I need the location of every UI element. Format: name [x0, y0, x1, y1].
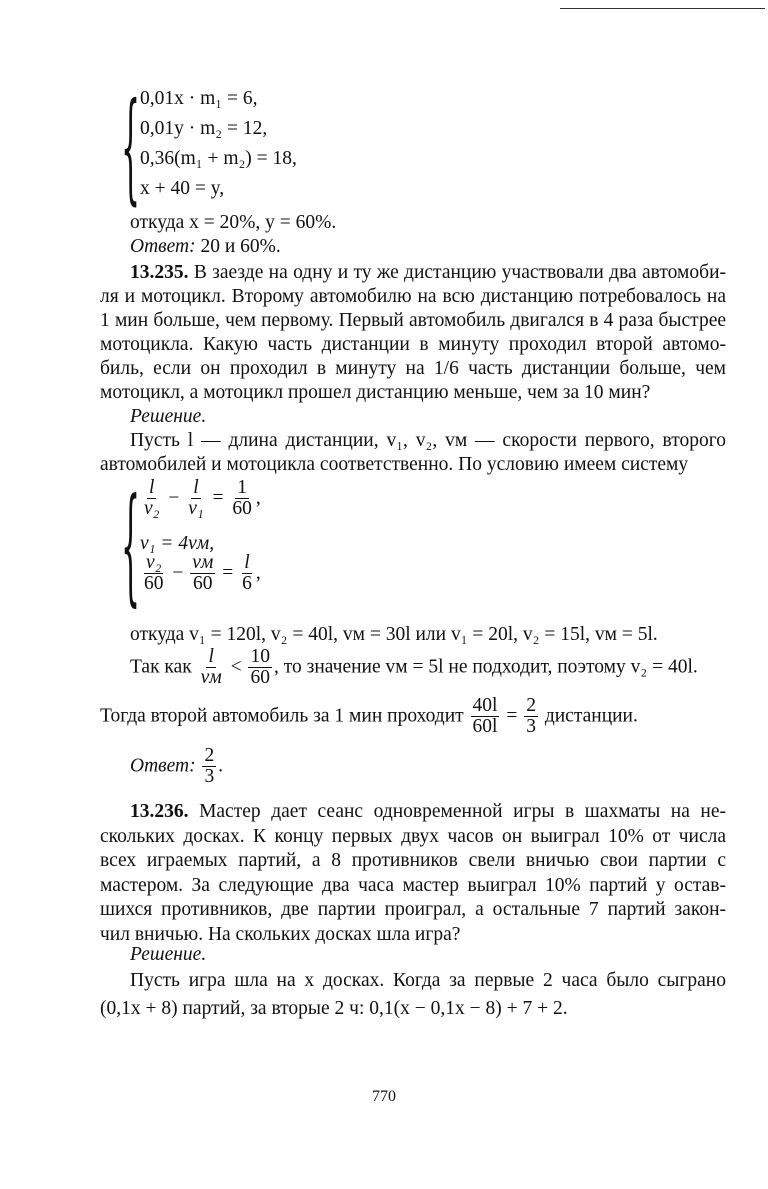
system-brace-1: {: [121, 80, 141, 220]
problem-236-line: 13.236. Мастер дает сеанс одновременной игры в шахматы на не-: [130, 801, 726, 822]
problem-236-line: всех играемых партий, а 8 противников свели вничью свои партии с: [100, 850, 726, 871]
fraction: $\frac{10}{60}$: [250, 646, 270, 689]
page-number: 770: [372, 1088, 396, 1105]
fraction: $\frac{2}{3}$: [204, 745, 215, 788]
fraction: $\frac{vм}{60}$: [192, 552, 214, 595]
fraction: $\frac{40l}{60l}$: [472, 695, 498, 738]
problem-235-line: 13.235. В заезде на одну и ту же дистанцию участвовали два автомоби-: [130, 262, 726, 283]
answer-value: 20 и 60%.: [195, 236, 281, 257]
problem-235: [100, 261, 726, 405]
system2-eq2: v₁ = 4vм,: [140, 533, 215, 554]
fraction: $\frac{2}{3}$: [526, 695, 536, 738]
problem-236-line: чил вничью. На скольких досках шла игра?: [100, 923, 461, 945]
fraction: $\frac{\text{v₂}}{60}$: [144, 552, 164, 595]
answer-label: Ответ:: [130, 755, 196, 777]
answer-1: [130, 235, 281, 258]
problem-number: 13.235.: [130, 262, 189, 283]
solution-line: Пусть игра шла на x досках. Когда за первые 2 часа было сыграно: [130, 970, 726, 991]
solution-label-235: Решение.: [130, 406, 207, 427]
problem-236-line: скольких досках. К концу первых двух часов он выиграл 10% от числа: [100, 825, 726, 847]
fraction: $\frac{l}{\text{v₂}}$: [144, 477, 160, 520]
since-line: Так как $\frac{l}{vм}$ < $\frac{10}{60}$ , то значение vм = 5l не подходит, поэтому v₂ = 40l.: [130, 646, 698, 689]
then-line: Тогда второй автомобиль за 1 мин проходит $\frac{40l}{60l}$ = $\frac{2}{3}$ дистанции.: [100, 695, 638, 738]
result-235: откуда v₁ = 120l, v₂ = 40l, vм = 30l или v₁ = 20l, v₂ = 15l, vм = 5l.: [130, 624, 658, 645]
fraction: $\frac{l}{vм}$: [200, 646, 222, 689]
problem-235-line: биль, если он проходил в минуту на 1/6 часть дистанции больше, чем: [100, 358, 726, 379]
fraction: $\frac{l}{\text{v₁}}$: [188, 477, 204, 520]
solution-235-text: [100, 429, 726, 477]
fraction: $\frac{1}{60}$: [232, 477, 252, 520]
system1-eq4: x + 40 = y,: [140, 178, 225, 199]
system-brace-2: {: [121, 475, 141, 622]
top-rule: [560, 8, 765, 9]
system2-eq3: $\frac{\text{v₂}}{60}$ − $\frac{vм}{60}$ = $\frac{l}{6}$ ,: [144, 552, 261, 595]
system1-eq3: 0,36(m₁ + m₂) = 18,: [140, 148, 297, 169]
result-1: откуда x = 20%, y = 60%.: [130, 212, 337, 233]
problem-235-line: 1 мин больше, чем первому. Первый автомобиль двигался в 4 раза быстрее: [100, 310, 726, 331]
problem-236-line: шихся противников, две партии проиграл, а остальные 7 партий закон-: [100, 899, 726, 920]
problem-235-line: мотоцикл, а мотоцикл прошел дистанцию меньше, чем за 10 мин?: [100, 382, 651, 403]
answer-label: Ответ:: [130, 236, 196, 257]
system1-eq1: 0,01x · m₁ = 6,: [140, 88, 258, 109]
solution-236-text: [100, 967, 726, 1023]
system2-eq1: $\frac{l}{\text{v₂}}$ − $\frac{l}{\text{v₁}}$ = $\frac{1}{60}$ ,: [144, 477, 261, 520]
solution-line: Пусть l — длина дистанции, v₁, v₂, vм — скорости первого, второго: [130, 430, 726, 451]
problem-number: 13.236.: [130, 801, 189, 822]
problem-235-line: мотоцикла. Какую часть дистанции в минуту проходил второй автомо-: [100, 334, 726, 355]
solution-label-236: Решение.: [130, 944, 207, 965]
problem-235-line: ля и мотоцикл. Второму автомобилю на всю дистанцию потребовалось на: [100, 286, 726, 307]
problem-236: [100, 800, 726, 947]
fraction: $\frac{l}{6}$: [242, 552, 252, 595]
system1-eq2: 0,01y · m₂ = 12,: [140, 118, 268, 139]
solution-line: автомобилей и мотоцикла соответственно. По условию имеем систему: [100, 454, 689, 475]
problem-236-line: мастером. За следующие два часа мастер выиграл 10% партий у остав-: [100, 874, 726, 896]
answer-2: Ответ: $\frac{2}{3}$ .: [130, 745, 224, 788]
solution-line: (0,1x + 8) партий, за вторые 2 ч: 0,1(x − 0,1x − 8) + 7 + 2.: [100, 998, 568, 1019]
